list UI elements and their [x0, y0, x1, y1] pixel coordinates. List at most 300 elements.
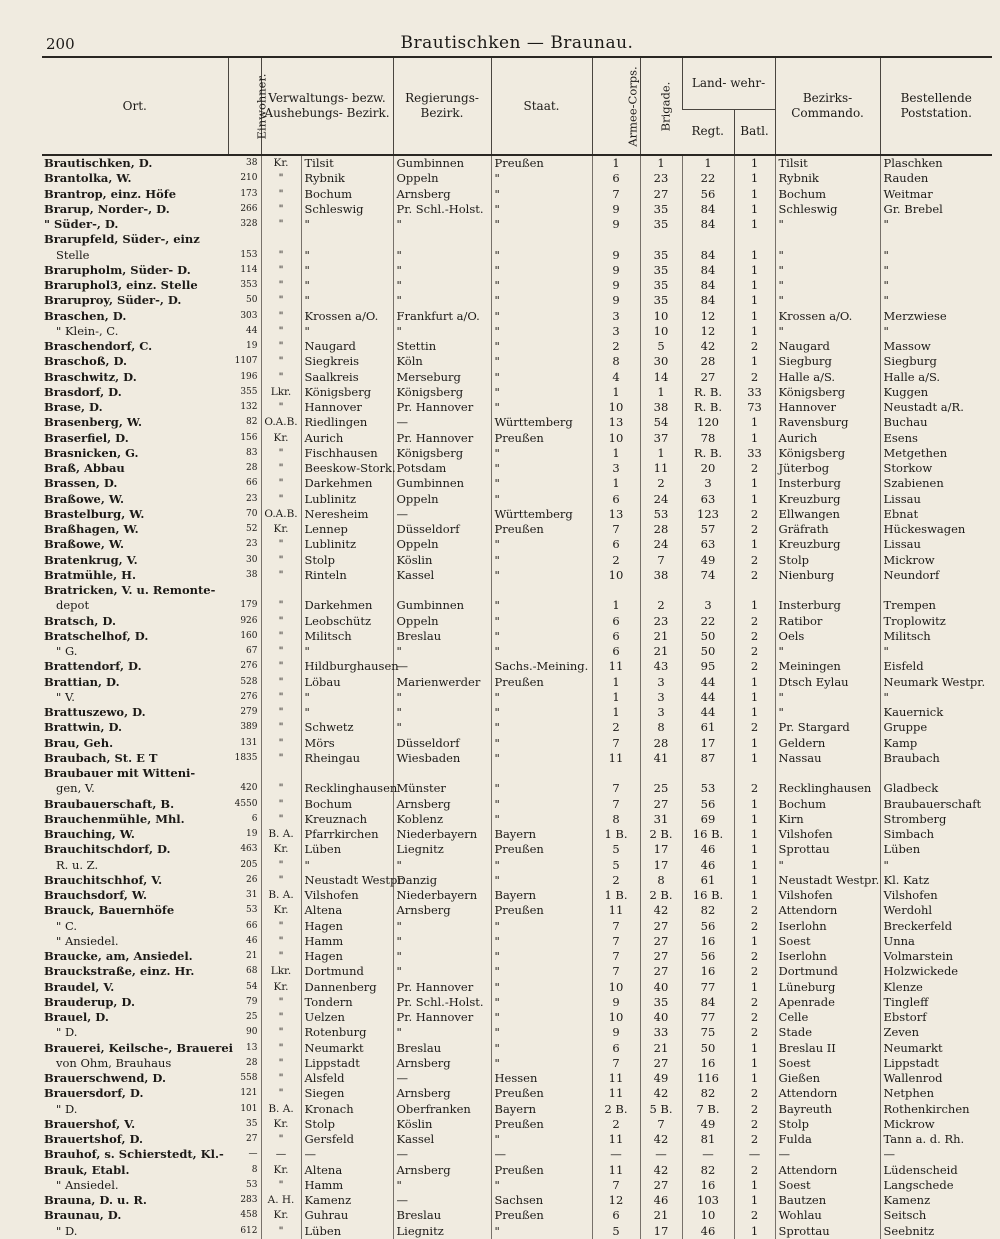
government-district: Arnsberg [393, 797, 491, 812]
place-name: Brase, D. [44, 400, 103, 414]
government-district: Breslau [393, 629, 491, 644]
state: Hessen [491, 1071, 592, 1086]
landwehr-battalion: 1 [734, 476, 775, 491]
government-district: Pr. Schl.-Holst. [393, 995, 491, 1010]
army-corps: 7 [592, 797, 640, 812]
state: " [491, 720, 592, 735]
landwehr-battalion: 1 [734, 736, 775, 751]
population: 67 [246, 646, 258, 656]
state: Preußen [491, 903, 592, 918]
admin-district: " [301, 263, 393, 278]
government-district: " [393, 705, 491, 720]
government-district: Arnsberg [393, 1056, 491, 1071]
landwehr-regiment: 87 [682, 751, 734, 766]
landwehr-battalion: 1 [734, 1056, 775, 1071]
admin-district [301, 766, 393, 781]
district-command: Insterburg [775, 598, 880, 613]
government-district: Königsberg [393, 446, 491, 461]
post-station: Plaschken [880, 155, 992, 171]
table-row [42, 522, 992, 537]
brigade: 1 [640, 446, 682, 461]
district-command: Halle a/S. [775, 370, 880, 385]
admin-district: Saalkreis [301, 370, 393, 385]
state: " [491, 858, 592, 873]
admin-district: Stolp [301, 553, 393, 568]
government-district: " [393, 217, 491, 232]
place-name: Brantrop, einz. Höfe [44, 186, 177, 201]
admin-type: " [261, 705, 301, 720]
admin-district: Kamenz [301, 1193, 393, 1208]
admin-district: Pfarrkirchen [301, 827, 393, 842]
admin-district: Löbau [301, 675, 393, 690]
district-command: Insterburg [775, 476, 880, 491]
brigade: 27 [640, 919, 682, 934]
population: 90 [246, 1027, 258, 1038]
table-row [42, 903, 992, 918]
admin-type: O.A.B. [261, 415, 301, 430]
army-corps: 1 [592, 155, 640, 171]
place-name: Braucke, am, Ansiedel. [44, 949, 193, 963]
place-name: Brattian, D. [44, 674, 120, 689]
admin-type: A. H. [261, 1193, 301, 1208]
landwehr-regiment: 46 [682, 858, 734, 873]
population: 46 [246, 935, 258, 946]
army-corps: 11 [592, 751, 640, 766]
table-row [42, 400, 992, 415]
state: " [491, 980, 592, 995]
admin-type: Kr. [261, 1163, 301, 1178]
government-district: " [393, 324, 491, 339]
admin-type: " [261, 339, 301, 354]
army-corps: 13 [592, 507, 640, 522]
admin-type: O.A.B. [261, 507, 301, 522]
government-district: " [393, 919, 491, 934]
table-row [42, 1071, 992, 1086]
government-district: — [393, 1147, 491, 1162]
district-command: Iserlohn [775, 919, 880, 934]
landwehr-regiment: 3 [682, 598, 734, 613]
admin-district: " [301, 324, 393, 339]
army-corps: 7 [592, 949, 640, 964]
district-command: " [775, 248, 880, 263]
landwehr-battalion: 1 [734, 217, 775, 232]
post-station: Massow [880, 339, 992, 354]
landwehr-regiment: 16 B. [682, 827, 734, 842]
army-corps: 10 [592, 1010, 640, 1025]
state: " [491, 1224, 592, 1239]
post-station: Troplowitz [880, 614, 992, 629]
table-row [42, 598, 992, 613]
army-corps: 1 B. [592, 827, 640, 842]
post-station: Halle a/S. [880, 370, 992, 385]
post-station: Braubauerschaft [880, 797, 992, 812]
landwehr-regiment: 57 [682, 522, 734, 537]
admin-district: Altena [301, 903, 393, 918]
landwehr-regiment: 84 [682, 278, 734, 293]
district-command: Fulda [775, 1132, 880, 1147]
place-name: Brauna, D. u. R. [44, 1193, 147, 1207]
population: 463 [240, 844, 258, 855]
admin-type: " [261, 781, 301, 796]
army-corps: 9 [592, 248, 640, 263]
post-station: Esens [880, 431, 992, 446]
population: 23 [246, 539, 258, 550]
table-row [42, 354, 992, 369]
army-corps: 6 [592, 614, 640, 629]
table-row [42, 1086, 992, 1101]
admin-district: Tondern [301, 995, 393, 1010]
population: 121 [240, 1088, 258, 1099]
admin-district: Lippstadt [301, 1056, 393, 1071]
landwehr-regiment: 16 [682, 1056, 734, 1071]
post-station: Kl. Katz [880, 873, 992, 888]
army-corps: 6 [592, 629, 640, 644]
brigade: 1 [640, 385, 682, 400]
brigade: 42 [640, 1163, 682, 1178]
landwehr-regiment: 56 [682, 949, 734, 964]
landwehr-regiment: 82 [682, 1086, 734, 1101]
state: " [491, 492, 592, 507]
place-name: Braubauer mit Witteni- [44, 766, 196, 780]
population: 303 [240, 310, 258, 321]
population: 82 [246, 417, 258, 428]
government-district: Potsdam [393, 461, 491, 476]
army-corps: 2 B. [592, 1102, 640, 1117]
place-name: Brasenberg, W. [44, 415, 142, 430]
landwehr-regiment: 50 [682, 1041, 734, 1056]
state: Preußen [491, 431, 592, 446]
admin-district: — [301, 1147, 393, 1162]
army-corps: 9 [592, 202, 640, 217]
place-name: R. u. Z. [56, 857, 99, 872]
post-station: Seitsch [880, 1208, 992, 1223]
brigade: 17 [640, 858, 682, 873]
post-station: Simbach [880, 827, 992, 842]
landwehr-battalion: 2 [734, 339, 775, 354]
admin-district: Hagen [301, 919, 393, 934]
post-station [880, 766, 992, 781]
page-number: 200 [46, 35, 75, 53]
landwehr-battalion: 2 [734, 644, 775, 659]
post-station: Braubach [880, 751, 992, 766]
landwehr-regiment: 49 [682, 1117, 734, 1132]
population: 131 [240, 737, 258, 748]
col-header-verwaltung: Verwaltungs- bezw. Aushebungs- Bezirk. [261, 57, 393, 155]
army-corps: 9 [592, 293, 640, 308]
table-row [42, 1163, 992, 1178]
place-name: Brarup, Norder-, D. [44, 201, 170, 216]
landwehr-battalion: 1 [734, 1071, 775, 1086]
district-command: Iserlohn [775, 949, 880, 964]
army-corps: 2 [592, 339, 640, 354]
state: " [491, 598, 592, 613]
state: Sachsen [491, 1193, 592, 1208]
government-district: Pr. Schl.-Holst. [393, 202, 491, 217]
population: 153 [240, 249, 258, 260]
district-command: Sprottau [775, 842, 880, 857]
admin-district: Riedlingen [301, 415, 393, 430]
district-command: Kreuzburg [775, 492, 880, 507]
landwehr-battalion: 1 [734, 415, 775, 430]
government-district: Gumbinnen [393, 598, 491, 613]
table-row [42, 461, 992, 476]
admin-district: Siegkreis [301, 354, 393, 369]
population: 205 [240, 859, 258, 870]
admin-type [261, 766, 301, 781]
government-district: Pr. Hannover [393, 980, 491, 995]
district-command: Soest [775, 1056, 880, 1071]
population: 926 [240, 615, 258, 626]
place-name: Braserfiel, D. [44, 430, 129, 445]
admin-type: " [261, 461, 301, 476]
government-district: — [393, 1071, 491, 1086]
table-row [42, 614, 992, 629]
admin-district: Tilsit [301, 155, 393, 171]
army-corps: 6 [592, 1208, 640, 1223]
landwehr-battalion: 2 [734, 629, 775, 644]
landwehr-regiment: 84 [682, 248, 734, 263]
landwehr-battalion: 2 [734, 522, 775, 537]
state: " [491, 751, 592, 766]
table-row [42, 1178, 992, 1193]
landwehr-regiment: 63 [682, 492, 734, 507]
admin-type [261, 583, 301, 598]
landwehr-regiment: 120 [682, 415, 734, 430]
admin-type: Kr. [261, 1117, 301, 1132]
landwehr-battalion: 2 [734, 903, 775, 918]
government-district: Kassel [393, 1132, 491, 1147]
population: 1835 [234, 752, 258, 763]
table-row [42, 873, 992, 888]
post-station: Rothenkirchen [880, 1102, 992, 1117]
state: " [491, 171, 592, 186]
admin-district: " [301, 293, 393, 308]
table-row [42, 934, 992, 949]
admin-district: Stolp [301, 1117, 393, 1132]
district-command: Breslau II [775, 1041, 880, 1056]
government-district: Merseburg [393, 370, 491, 385]
state: Württemberg [491, 415, 592, 430]
population: 328 [240, 219, 258, 229]
district-command: Aurich [775, 431, 880, 446]
place-name: Brauderup, D. [44, 994, 135, 1009]
col-header-bezirkscommando: Bezirks- Commando. [775, 57, 880, 155]
admin-type: " [261, 644, 301, 659]
state: " [491, 263, 592, 278]
admin-type: " [261, 675, 301, 690]
district-command: " [775, 858, 880, 873]
government-district: " [393, 964, 491, 979]
col-header-brigade [640, 57, 682, 155]
table-row [42, 1025, 992, 1040]
place-name: Stelle [56, 247, 90, 262]
landwehr-battalion: 33 [734, 385, 775, 400]
admin-type: Kr. [261, 1208, 301, 1223]
population: 19 [246, 829, 258, 839]
population: 283 [240, 1195, 258, 1205]
landwehr-regiment: 50 [682, 644, 734, 659]
brigade: 42 [640, 1132, 682, 1147]
admin-type: " [261, 1071, 301, 1086]
col-header-einwohner [228, 57, 268, 155]
col-header-batl: Batl. [734, 109, 775, 155]
landwehr-battalion: 2 [734, 659, 775, 674]
admin-district: Recklinghausen [301, 781, 393, 796]
post-station: Gr. Brebel [880, 202, 992, 217]
state: " [491, 476, 592, 491]
government-district: Köslin [393, 553, 491, 568]
brigade: 3 [640, 675, 682, 690]
government-district: " [393, 720, 491, 735]
population: 196 [240, 371, 258, 382]
admin-district: Königsberg [301, 385, 393, 400]
post-station: Unna [880, 934, 992, 949]
army-corps: 1 B. [592, 888, 640, 903]
place-name: Bratschelhof, D. [44, 628, 149, 643]
landwehr-regiment: 1 [682, 155, 734, 171]
landwehr-regiment: R. B. [682, 446, 734, 461]
district-command: Dtsch Eylau [775, 675, 880, 690]
brigade: 35 [640, 995, 682, 1010]
place-name: Brauckstraße, einz. Hr. [44, 964, 195, 979]
state: " [491, 553, 592, 568]
army-corps: 9 [592, 995, 640, 1010]
government-district: Pr. Hannover [393, 400, 491, 415]
army-corps: 11 [592, 1132, 640, 1147]
army-corps [592, 583, 640, 598]
landwehr-battalion: 2 [734, 720, 775, 735]
post-station: Siegburg [880, 354, 992, 369]
district-command: " [775, 644, 880, 659]
admin-type: " [261, 858, 301, 873]
table-row [42, 766, 992, 781]
state: " [491, 1025, 592, 1040]
population: 179 [240, 600, 258, 611]
district-command: Apenrade [775, 995, 880, 1010]
state: " [491, 309, 592, 324]
place-name: Brauk, Etabl. [44, 1162, 130, 1177]
government-district: Breslau [393, 1208, 491, 1223]
admin-district: Bochum [301, 797, 393, 812]
admin-type: " [261, 919, 301, 934]
place-name: Brauching, W. [44, 827, 135, 841]
table-row [42, 888, 992, 903]
landwehr-regiment: 74 [682, 568, 734, 583]
table-row [42, 171, 992, 186]
army-corps: 5 [592, 858, 640, 873]
population: 50 [246, 295, 258, 306]
population: 19 [246, 341, 258, 351]
col-header-landwehr: Land- wehr- [682, 57, 775, 109]
army-corps: 1 [592, 446, 640, 461]
brigade: 37 [640, 431, 682, 446]
admin-type: Kr. [261, 155, 301, 171]
landwehr-battalion: 33 [734, 446, 775, 461]
state [491, 583, 592, 598]
government-district: " [393, 278, 491, 293]
brigade: 28 [640, 736, 682, 751]
place-name: Bratmühle, H. [44, 567, 136, 582]
admin-district: Rinteln [301, 568, 393, 583]
population: 53 [246, 905, 258, 916]
place-name: Brattuszewo, D. [44, 705, 146, 719]
landwehr-regiment: 10 [682, 1208, 734, 1223]
brigade: 3 [640, 690, 682, 705]
post-station: Rauden [880, 171, 992, 186]
landwehr-regiment: 20 [682, 461, 734, 476]
admin-type: — [261, 1147, 301, 1162]
table-row [42, 812, 992, 827]
place-name: " Ansiedel. [56, 933, 119, 948]
admin-district: Rotenburg [301, 1025, 393, 1040]
admin-district: Siegen [301, 1086, 393, 1101]
place-name: " D. [56, 1223, 78, 1238]
government-district [393, 232, 491, 247]
government-district: Düsseldorf [393, 522, 491, 537]
army-corps: 4 [592, 370, 640, 385]
government-district: " [393, 263, 491, 278]
admin-district: Vilshofen [301, 888, 393, 903]
army-corps: 3 [592, 461, 640, 476]
landwehr-battalion: 1 [734, 873, 775, 888]
place-name: gen, V. [56, 781, 95, 796]
government-district: — [393, 659, 491, 674]
admin-district: Hagen [301, 949, 393, 964]
state: " [491, 644, 592, 659]
post-station: " [880, 248, 992, 263]
landwehr-regiment: 22 [682, 171, 734, 186]
population: 27 [246, 1134, 258, 1144]
army-corps: 2 [592, 720, 640, 735]
admin-district [301, 232, 393, 247]
admin-district: Altena [301, 1163, 393, 1178]
landwehr-battalion: 1 [734, 934, 775, 949]
place-name: Brauhof, s. Schierstedt, Kl.- [44, 1147, 224, 1162]
landwehr-regiment: 84 [682, 293, 734, 308]
admin-type: " [261, 187, 301, 202]
place-name: Braruphol3, einz. Stelle [44, 278, 198, 292]
table-row [42, 720, 992, 735]
table-row [42, 827, 992, 842]
post-station: Szabienen [880, 476, 992, 491]
population: 68 [246, 966, 258, 977]
district-command: Bochum [775, 797, 880, 812]
landwehr-battalion: 2 [734, 507, 775, 522]
population: 8 [251, 1164, 258, 1175]
district-command: Oels [775, 629, 880, 644]
district-command: Bayreuth [775, 1102, 880, 1117]
post-station: Lüdenscheid [880, 1163, 992, 1178]
government-district: Düsseldorf [393, 736, 491, 751]
brigade: 27 [640, 797, 682, 812]
place-name: " D. [56, 1101, 78, 1116]
landwehr-battalion: 1 [734, 705, 775, 720]
district-command: Jüterbog [775, 461, 880, 476]
place-name: " Süder-, D. [44, 217, 119, 231]
army-corps: 10 [592, 980, 640, 995]
post-station: Werdohl [880, 903, 992, 918]
population: 54 [246, 981, 258, 992]
post-station: Stromberg [880, 812, 992, 827]
army-corps: 6 [592, 644, 640, 659]
government-district: " [393, 248, 491, 263]
landwehr-regiment: 95 [682, 659, 734, 674]
brigade: 38 [640, 568, 682, 583]
post-station: Vilshofen [880, 888, 992, 903]
landwehr-battalion: 1 [734, 354, 775, 369]
admin-district: Gersfeld [301, 1132, 393, 1147]
state: — [491, 1147, 592, 1162]
